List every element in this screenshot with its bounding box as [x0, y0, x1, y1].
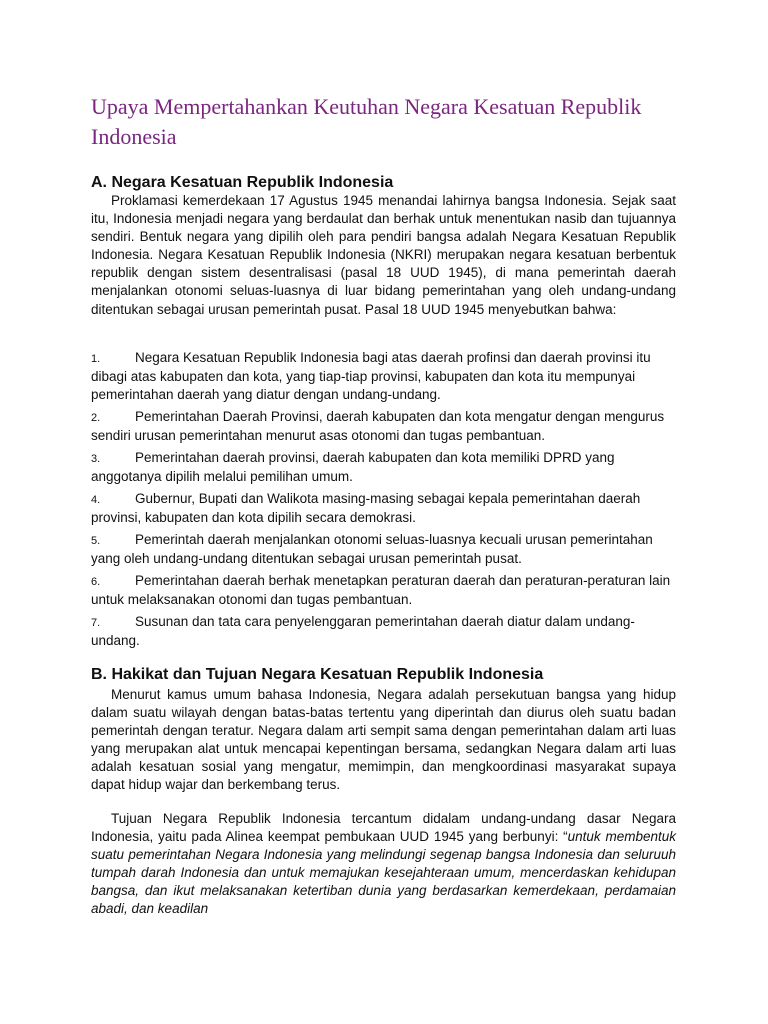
list-item [91, 408, 676, 445]
list-number: 3. [91, 453, 101, 465]
list-text: Pemerintah daerah menjalankan otonomi seluas-luasnya kecuali urusan pemerintahan yang oleh undang-undang ditentukan sebagai urusan pemerintah pusat. [91, 532, 653, 566]
list-text: Pemerintahan Daerah Provinsi, daerah kabupaten dan kota mengatur dengan mengurus sendiri urusan pemerintahan menurut asas otonomi dan tugas pembantuan. [91, 409, 665, 443]
list-item [91, 531, 676, 568]
list-text: Negara Kesatuan Republik Indonesia bagi atas daerah profinsi dan daerah provinsi itu dibagi atas kabupaten dan kota, yang tiap-tiap provinsi, kabupaten dan kota itu mempunyai pemerintahan daerah yang diatur dengan undang-undang. [91, 350, 651, 402]
pasal-18-list [91, 349, 676, 654]
list-item [91, 572, 676, 609]
list-number: 1. [91, 353, 101, 365]
section-a-heading: A. Negara Kesatuan Republik Indonesia [91, 174, 394, 191]
list-number: 5. [91, 535, 101, 547]
section-b-paragraph-2 [91, 810, 676, 919]
section-b-heading: B. Hakikat dan Tujuan Negara Kesatuan Republik Indonesia [91, 666, 544, 683]
list-text: Pemerintahan daerah berhak menetapkan peraturan daerah dan peraturan-peraturan lain untuk melaksanakan otonomi dan tugas pembantuan. [91, 573, 671, 607]
list-number: 6. [91, 576, 101, 588]
list-text: Pemerintahan daerah provinsi, daerah kabupaten dan kota memiliki DPRD yang anggotanya dipilih melalui pemilihan umum. [91, 450, 615, 484]
list-item [91, 349, 676, 404]
list-item [91, 490, 676, 527]
document-title: Upaya Mempertahankan Keutuhan Negara Kesatuan Republik Indonesia [91, 94, 642, 149]
list-number: 4. [91, 494, 101, 506]
list-number: 2. [91, 412, 101, 424]
preamble-quote: untuk membentuk suatu pemerintahan Negara Indonesia yang melindungi segenap bangsa Indonesia dan seluruuh tumpah darah Indonesia dan untuk memajukan kesejahteraan umum, mencerdaskan kehidupan bangsa, dan ikut melaksanakan ketertiban dunia yang berdasarkan kemerdekaan, perdamaian abadi, dan keadilan [91, 829, 676, 917]
list-number: 7. [91, 617, 101, 629]
list-text: Susunan dan tata cara penyelenggaran pemerintahan daerah diatur dalam undang-undang. [91, 614, 635, 648]
list-item [91, 449, 676, 486]
section-a-paragraph: Proklamasi kemerdekaan 17 Agustus 1945 menandai lahirnya bangsa Indonesia. Sejak saat itu, Indonesia menjadi negara yang berdaulat dan berhak untuk menentukan nasib dan tujuannya sendiri. Bentuk negara yang dipilih oleh para pendiri bangsa adalah Negara Kesatuan Republik Indonesia. Negara Kesatuan Republik Indonesia (NKRI) merupakan negara kesatuan berbentuk republik dengan sistem desentralisasi (pasal 18 UUD 1945), di mana pemerintah daerah menjalankan otonomi seluas-luasnya di luar bidang pemerintahan yang oleh undang-undang ditentukan sebagai urusan pemerintah pusat. Pasal 18 UUD 1945 menyebutkan bahwa: [91, 193, 676, 317]
section-b-paragraph-1: Menurut kamus umum bahasa Indonesia, Negara adalah persekutuan bangsa yang hidup dalam suatu wilayah dengan batas-batas tertentu yang diperintah dan diurus oleh suatu badan pemerintah dengan teratur. Negara dalam arti sempit sama dengan pemerintahan dalam arti luas yang merupakan alat untuk mencapai kepentingan bersama, sedangkan Negara dalam arti luas adalah kesatuan sosial yang mengatur, memimpin, dan mengkoordinasi masyarakat supaya dapat hidup wajar dan berkembang terus. [91, 687, 676, 793]
list-item [91, 613, 676, 650]
list-text: Gubernur, Bupati dan Walikota masing-masing sebagai kepala pemerintahan daerah provinsi, kabupaten dan kota dipilih secara demokrasi. [91, 491, 641, 525]
paragraph-intro: Tujuan Negara Republik Indonesia tercantum didalam undang-undang dasar Negara Indonesia, yaitu pada Alinea keempat pembukaan UUD 1945 yang berbunyi: “ [91, 811, 676, 845]
